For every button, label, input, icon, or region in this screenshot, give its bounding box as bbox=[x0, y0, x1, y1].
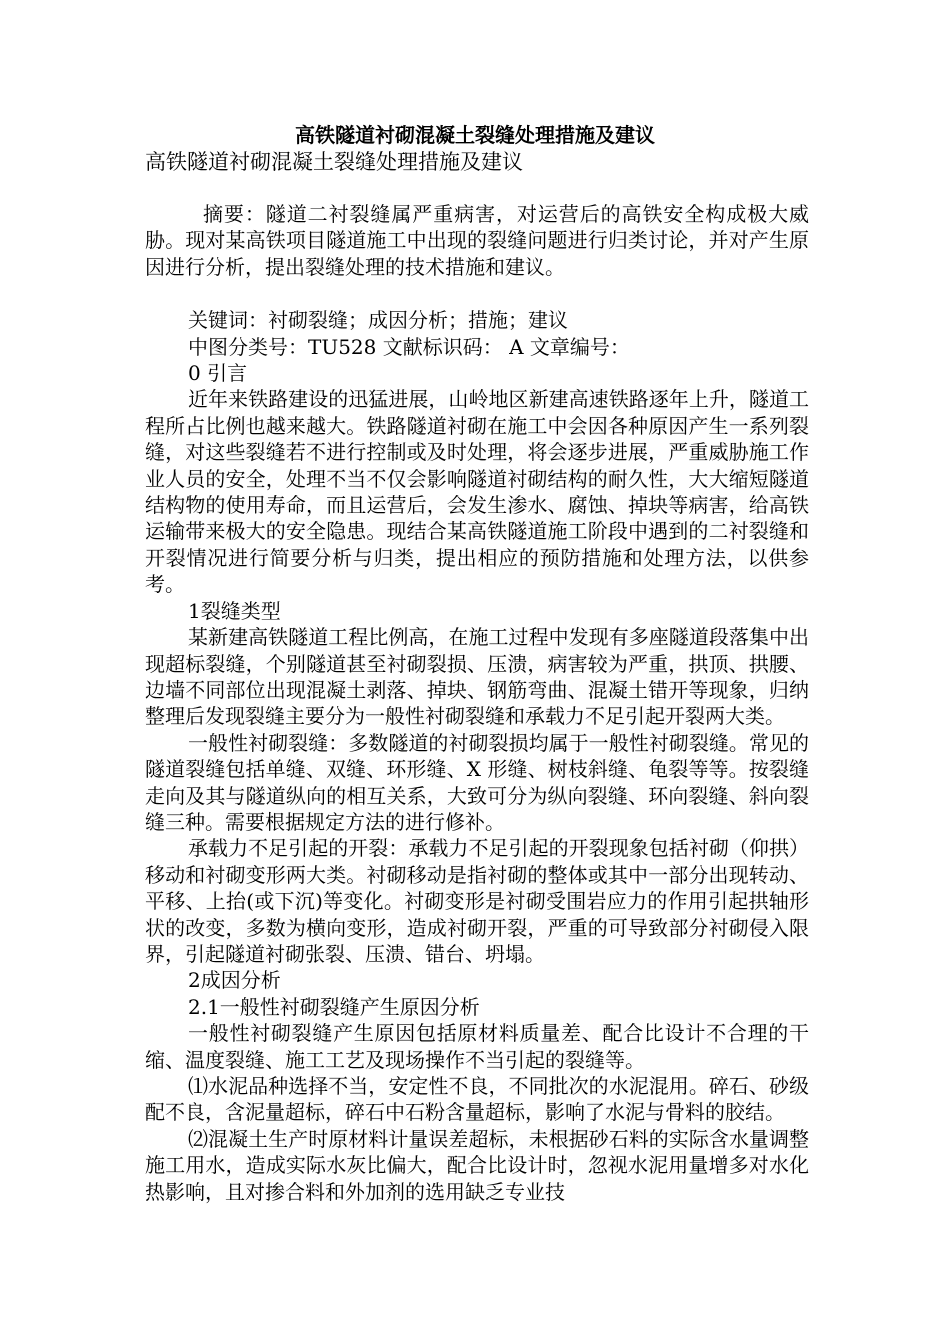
document-subtitle: 高铁隧道衬砌混凝土裂缝处理措施及建议 bbox=[145, 150, 523, 174]
list-item-2: ⑵混凝土生产时原材料计量误差超标，未根据砂石料的实际含水量调整施工用水，造成实际水灰比偏大，配合比设计时，忽视水泥用量增多对水化热影响，且对掺合料和外加剂的选用缺乏专业技 bbox=[145, 1126, 809, 1204]
section-1-paragraph-3: 承载力不足引起的开裂：承载力不足引起的开裂现象包括衬砌（仰拱）移动和衬砌变形两大类。衬砌移动是指衬砌的整体或其中一部分出现转动、平移、上抬(或下沉)等变化。衬砌变形是衬砌受围岩应力的作用引起拱轴形状的改变，多数为横向变形，造成衬砌开裂，严重的可导致部分衬砌侵入限界，引起隧道衬砌张裂、压溃、错台、坍塌。 bbox=[145, 836, 809, 966]
section-1-paragraph-1: 某新建高铁隧道工程比例高，在施工过程中发现有多座隧道段落集中出现超标裂缝，个别隧道甚至衬砌裂损、压溃，病害较为严重，拱顶、拱腰、边墙不同部位出现混凝土剥落、掉块、钢筋弯曲、混凝土错开等现象，归纳整理后发现裂缝主要分为一般性衬砌裂缝和承载力不足引起开裂两大类。 bbox=[145, 625, 809, 729]
abstract-paragraph: 摘要：隧道二衬裂缝属严重病害，对运营后的高铁安全构成极大威胁。现对某高铁项目隧道施工中出现的裂缝问题进行归类讨论，并对产生原因进行分析，提出裂缝处理的技术措施和建议。 bbox=[145, 202, 809, 279]
intro-paragraph: 近年来铁路建设的迅猛进展，山岭地区新建高速铁路逐年上升，隧道工程所占比例也越来越大。铁路隧道衬砌在施工中会因各种原因产生一系列裂缝，对这些裂缝若不进行控制或及时处理，将会逐步进展，严重威胁施工作业人员的安全，处理不当不仅会影响隧道衬砌结构的耐久性，大大缩短隧道结构物的使用寿命，而且运营后，会发生渗水、腐蚀、掉块等病害，给高铁运输带来极大的安全隐患。现结合某高铁隧道施工阶段中遇到的二衬裂缝和开裂情况进行简要分析与归类，提出相应的预防措施和处理方法，以供参考。 bbox=[145, 387, 809, 597]
section-1-paragraph-2: 一般性衬砌裂缝：多数隧道的衬砌裂损均属于一般性衬砌裂缝。常见的隧道裂缝包括单缝、双缝、环形缝、X 形缝、树枝斜缝、龟裂等等。按裂缝走向及其与隧道纵向的相互关系，大致可分为纵向裂缝、环向裂缝、斜向裂缝三种。需要根据规定方法的进行修补。 bbox=[145, 730, 809, 834]
section-heading-2-1: 2.1一般性衬砌裂缝产生原因分析 bbox=[188, 994, 480, 1019]
list-item-1: ⑴水泥品种选择不当，安定性不良，不同批次的水泥混用。碎石、砂级配不良，含泥量超标，碎石中石粉含量超标，影响了水泥与骨料的胶结。 bbox=[145, 1074, 809, 1125]
keywords-line: 关键词：衬砌裂缝；成因分析；措施；建议 bbox=[188, 308, 568, 333]
document-body bbox=[145, 201, 809, 1205]
document-title: 高铁隧道衬砌混凝土裂缝处理措施及建议 bbox=[295, 123, 655, 147]
section-heading-intro: 0 引言 bbox=[188, 361, 248, 386]
section-heading-2: 2成因分析 bbox=[188, 968, 281, 993]
section-2-1-paragraph: 一般性衬砌裂缝产生原因包括原材料质量差、配合比设计不合理的干缩、温度裂缝、施工工艺及现场操作不当引起的裂缝等。 bbox=[145, 1021, 809, 1072]
section-heading-1: 1裂缝类型 bbox=[188, 598, 281, 623]
classification-line: 中图分类号：TU528 文献标识码： A 文章编号： bbox=[188, 334, 630, 359]
